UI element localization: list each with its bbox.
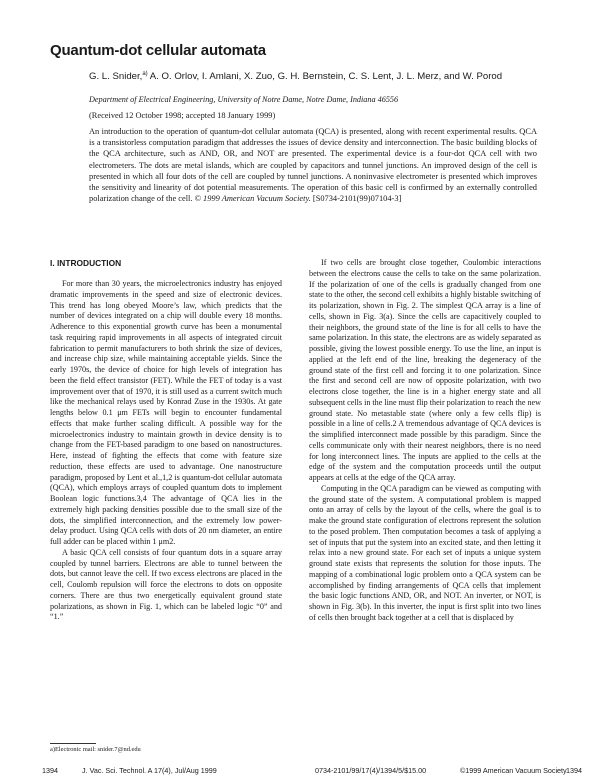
journal-citation: J. Vac. Sci. Technol. A 17(4), Jul/Aug 1999: [82, 766, 217, 775]
footnote: a)Electronic mail: snider.7@nd.edu: [50, 746, 141, 753]
affiliation: Department of Electrical Engineering, University of Notre Dame, Notre Dame, Indiana 46556: [89, 95, 399, 104]
other-authors: A. O. Orlov, I. Amlani, X. Zuo, G. H. Bernstein, C. S. Lent, J. L. Merz, and W. Porod: [147, 71, 503, 83]
section-heading: I. INTRODUCTION: [50, 258, 122, 268]
received-dates: (Received 12 October 1998; accepted 18 January 1999): [89, 111, 276, 120]
paper-title: Quantum-dot cellular automata: [50, 42, 266, 59]
abstract-code: [S0734-2101(99)07104-3]: [312, 194, 402, 204]
left-column: [50, 279, 282, 623]
article-code: 0734-2101/99/17(4)/1394/5/$15.00: [315, 766, 427, 775]
paragraph: Computing in the QCA paradigm can be viewed as computing with the ground state of the system. A computational problem is mapped onto an array of cells by the layout of the cells, where the goal is to make the ground state configuration of electrons represent the solution to the posed problem. Then computation becomes a task of applying a set of inputs that put the system into an excited state, and then letting it relax into a new ground state. For each set of inputs a unique system ground state exists that represents the solution for those inputs. The mapping of a combinational logic problem onto a QCA system can be accomplished by finding arrangements of QCA cells that implement the basic logic functions AND, OR, and NOT. An inverter, or NOT, is shown in Fig. 3(b). In this inverter, the input is first split into two lines of cells then brought back together at a cell that is displaced by: [309, 483, 541, 622]
footnote-marker: a): [142, 71, 148, 77]
page-number-left: 1394: [42, 766, 58, 775]
first-author: G. L. Snider,: [89, 71, 143, 83]
abstract: [89, 126, 537, 204]
abstract-copyright: © 1999 American Vacuum Society.: [194, 194, 311, 204]
footnote-rule: [50, 743, 96, 744]
author-list: [89, 68, 529, 83]
page-number-right: 1394: [566, 766, 582, 775]
paragraph: For more than 30 years, the microelectronics industry has enjoyed dramatic improvements in the speed and size of electronic devices. This trend has long obeyed Moore’s law, which predicts that the number of devices integrated on a chip will double every 18 months. Adherence to this exponential growth curve has been a monumental task requiring rapid improvements in all aspects of integrated circuit fabrication to permit manufacturers to both shrink the size of devices, and increase chip size, while maintaining acceptable yields. Since the early 1970s, the device of choice for high levels of integration has been the field effect transistor (FET). While the FET of today is a vast improvement over that of 1970, it is still used as a current switch much like the mechanical relays used by Konrad Zuse in the 1930s. At gate lengths below 0.1 μm FETs will begin to encounter fundamental effects that make further scaling difficult. A possible way for the microelectronics industry to maintain growth in device density is to change from the FET-based paradigm to one based on nanostructures. Here, instead of fighting the effects that come with feature size reduction, these effects are used to advantage. One nanostructure paradigm, proposed by Lent et al.,1,2 is quantum-dot cellular automata (QCA), which employs arrays of coupled quantum dots to implement Boolean logic functions.3,4 The advantage of QCA lies in the extremely high packing densities possible due to the small size of the dots, the simplified interconnection, and the extremely low power-delay product. Using QCA cells with dots of 20 nm diameter, an entire full adder can be placed within 1 μm2.: [50, 279, 282, 546]
paragraph: If two cells are brought close together, Coulombic interactions between the electrons cause the cells to take on the same polarization. If the polarization of one of the cells is gradually changed from one state to the other, the second cell exhibits a highly bistable switching of its polarization, shown in Fig. 2. The simplest QCA array is a line of cells, shown in Fig. 3(a). Since the cells are capacitively coupled to their neighbors, the ground state of the line is for all cells to have the same polarization. In this state, the electrons are as widely separated as possible, giving the lowest possible energy. To use the line, an input is applied at the left end of the line, breaking the degeneracy of the ground state of the first cell and forcing it to one polarization. Since the first and second cell are now of opposite polarization, with two electrons close together, the line is in a higher energy state and all subsequent cells in the line must flip their polarization to reach the new ground state. No metastable state (where only a few cells flip) is possible in a line of cells.2 A tremendous advantage of QCA devices is the simplified interconnect made possible by this paradigm. Since the cells communicate only with their nearest neighbors, there is no need for long interconnect lines. The inputs are applied to the cells at the edge of the system and the computation proceeds until the output appears at cells at the edge of the QCA array.: [309, 258, 541, 482]
paragraph: A basic QCA cell consists of four quantum dots in a square array coupled by tunnel barriers. Electrons are able to tunnel between the dots, but cannot leave the cell. If two excess electrons are placed in the cell, Coulomb repulsion will force the electrons to dots on opposite corners. There are thus two energetically equivalent ground state polarizations, as shown in Fig. 1, which can be labeled logic “0” and “1.”: [50, 547, 282, 622]
right-column: [309, 258, 541, 624]
footer-copyright: ©1999 American Vacuum Society: [460, 766, 567, 775]
abstract-text: An introduction to the operation of quantum-dot cellular automata (QCA) is presented, along with recent experimental results. QCA is a transistorless computation paradigm that addresses the issues of device density and interconnection. The basic building blocks of the QCA architecture, such as AND, OR, and NOT are presented. The experimental device is a four-dot QCA cell with two electrometers. The dots are metal islands, which are coupled by capacitors and tunnel junctions. An improved design of the cell is presented in which all four dots of the cell are coupled by tunnel junctions. A noninvasive electrometer is presented which improves the sensitivity and linearity of dot potential measurements. The operation of this basic cell is confirmed by an externally controlled polarization change of the cell.: [89, 127, 537, 204]
